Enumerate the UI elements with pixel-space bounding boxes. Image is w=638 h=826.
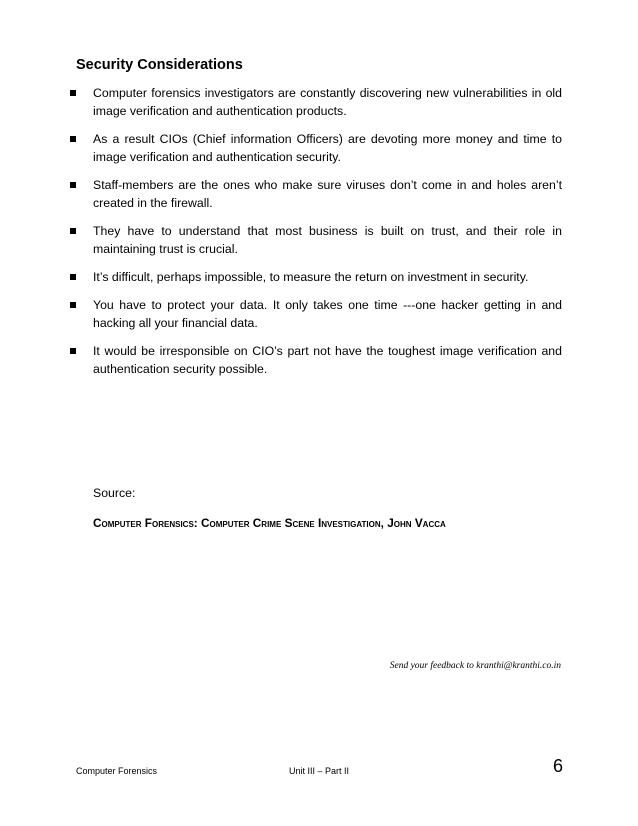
bullet-text: It’s difficult, perhaps impossible, to measure the return on investment in security.: [93, 270, 529, 284]
list-item: [66, 268, 562, 286]
square-bullet-icon: [70, 274, 76, 280]
section-heading: Security Considerations: [76, 57, 243, 73]
page-footer: [76, 756, 563, 780]
bullet-text: Computer forensics investigators are constantly discovering new vulnerabilities in old image verification and authentication products.: [93, 86, 562, 118]
bullet-text: As a result CIOs (Chief information Officers) are devoting more money and time to image verification and authentication security.: [93, 132, 562, 164]
footer-unit-label: Unit III – Part II: [289, 766, 350, 776]
list-item: [66, 222, 562, 258]
page-number: 6: [552, 756, 563, 776]
bullet-text: You have to protect your data. It only takes one time ---one hacker getting in and hacking all your financial data.: [93, 298, 562, 330]
feedback-note: Send your feedback to kranthi@kranthi.co.in: [389, 661, 561, 671]
list-item: [66, 84, 562, 120]
square-bullet-icon: [70, 90, 76, 96]
source-citation: Computer Forensics: Computer Crime Scene Investigation, John Vacca: [93, 516, 446, 530]
list-item: [66, 176, 562, 212]
square-bullet-icon: [70, 136, 76, 142]
bullet-list: [66, 84, 562, 388]
square-bullet-icon: [70, 228, 76, 234]
list-item: [66, 342, 562, 378]
footer-course-title: Computer Forensics: [76, 766, 158, 776]
bullet-text: Staff-members are the ones who make sure viruses don’t come in and holes aren’t created in the firewall.: [93, 178, 562, 210]
list-item: [66, 130, 562, 166]
bullet-text: It would be irresponsible on CIO’s part not have the toughest image verification and authentication security possible.: [93, 344, 562, 376]
list-item: [66, 296, 562, 332]
square-bullet-icon: [70, 302, 76, 308]
square-bullet-icon: [70, 182, 76, 188]
square-bullet-icon: [70, 348, 76, 354]
source-label: Source:: [93, 486, 136, 500]
bullet-text: They have to understand that most business is built on trust, and their role in maintaining trust is crucial.: [93, 224, 562, 256]
